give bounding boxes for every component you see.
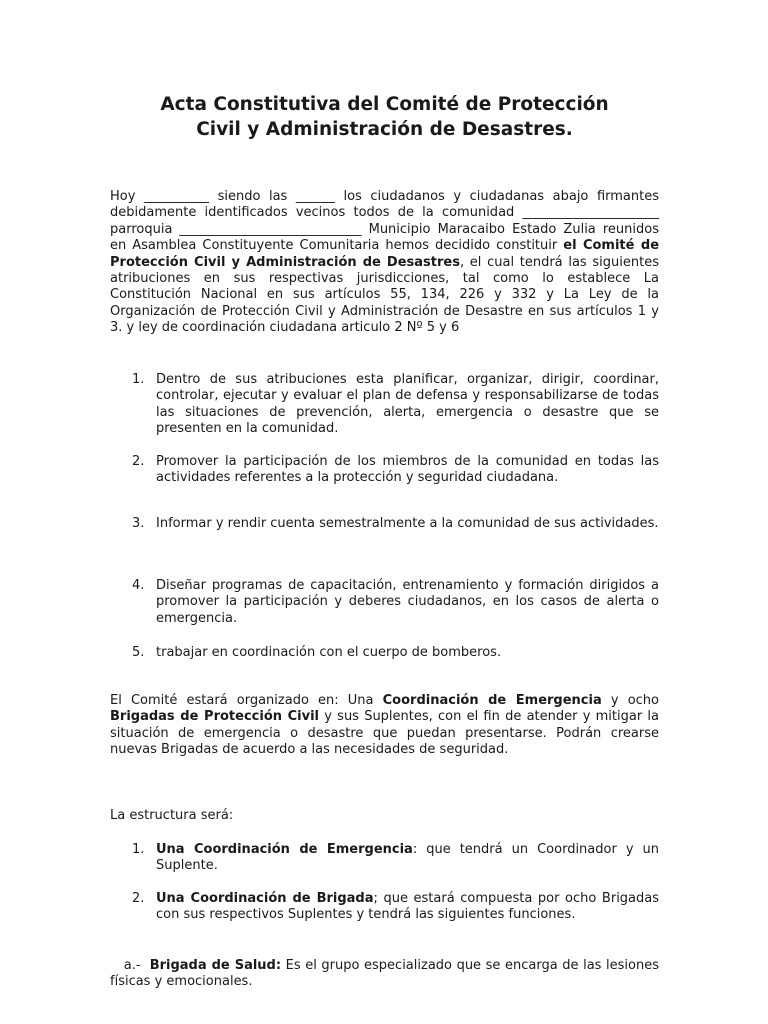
org-coordination-bold: Coordinación de Emergencia bbox=[382, 693, 602, 708]
list-text: Informar y rendir cuenta semestralmente a la comunidad de sus actividades. bbox=[156, 516, 659, 531]
list-text: trabajar en coordinación con el cuerpo de bomberos. bbox=[156, 645, 502, 660]
structure-item-2-text: ; que estará compuesta por ocho Brigadas con sus respectivos Suplentes y tendrá las siguientes funciones. bbox=[156, 891, 660, 923]
list-number: 2. bbox=[132, 454, 145, 469]
org-text-a: El Comité estará organizado en: Una bbox=[110, 693, 383, 708]
attribution-item-1 bbox=[110, 372, 659, 438]
list-text: Diseñar programas de capacitación, entrenamiento y formación dirigidos a promover la participación y deberes ciudadanos, en los casos de alerta o emergencia. bbox=[156, 578, 659, 626]
structure-item-1 bbox=[110, 842, 659, 875]
list-number: 4. bbox=[132, 578, 145, 593]
structure-heading: La estructura será: bbox=[110, 808, 234, 823]
list-number: 3. bbox=[132, 516, 145, 531]
list-text bbox=[156, 891, 659, 924]
title-line-1: Acta Constitutiva del Comité de Protección bbox=[160, 94, 609, 115]
org-text-c: y ocho bbox=[601, 693, 659, 708]
list-number: 1. bbox=[132, 372, 145, 387]
brigade-text: Es el grupo especializado que se encarga de las lesiones físicas y emocionales. bbox=[110, 958, 664, 990]
attribution-item-5 bbox=[110, 645, 659, 661]
organization-paragraph bbox=[110, 693, 659, 759]
org-brigades-bold: Brigadas de Protección Civil bbox=[110, 709, 320, 725]
brigade-prefix: a.- bbox=[110, 958, 150, 973]
attribution-item-2 bbox=[110, 454, 659, 487]
list-number: 2. bbox=[132, 891, 145, 906]
structure-item-2-bold: Una Coordinación de Brigada bbox=[156, 891, 374, 906]
structure-item-2 bbox=[110, 891, 659, 924]
list-text bbox=[156, 842, 659, 875]
title-line-2: Civil y Administración de Desastres. bbox=[196, 119, 573, 140]
attribution-item-3 bbox=[110, 516, 659, 532]
list-number: 1. bbox=[132, 842, 145, 857]
document-title bbox=[110, 92, 659, 142]
list-text: Promover la participación de los miembros de la comunidad en todas las actividades referentes a la protección y seguridad ciudadana. bbox=[156, 454, 659, 486]
list-text: Dentro de sus atribuciones esta planificar, organizar, dirigir, coordinar, controlar, ejecutar y evaluar el plan de defensa y responsabilizarse de todas las situaciones de prevención, alerta, emergencia o desastre que se presenten en la comunidad. bbox=[156, 372, 659, 437]
attribution-item-4 bbox=[110, 578, 659, 627]
structure-item-1-bold: Una Coordinación de Emergencia bbox=[156, 842, 413, 857]
intro-text-c: , el cual tendrá las siguientes atribuciones en sus respectivas jurisdicciones, tal como lo establece La Constitución Nacional en sus artículos 55, 134, 226 y 332 y La Ley de la Organización de Protección Civil y Administración de Desastre en sus artículos 1 y 3. y ley de coordinación ciudadana articulo 2 Nº 5 y 6 bbox=[110, 254, 659, 336]
intro-committee-name: el Comité de Protección Civil y Administración de Desastres bbox=[110, 238, 660, 270]
org-text-e: y sus Suplentes, con el fin de atender y mitigar la situación de emergencia o desastre que puedan presentarse. Podrán crearse nuevas Brigadas de acuerdo a las necesidades de seguridad. bbox=[110, 709, 659, 758]
structure-item-1-text: : que tendrá un Coordinador y un Suplente. bbox=[156, 842, 659, 874]
intro-paragraph bbox=[110, 189, 659, 337]
brigade-paragraph bbox=[110, 958, 664, 991]
brigade-name: Brigada de Salud: bbox=[149, 958, 282, 973]
intro-text-a: Hoy __________ siendo las ______ los ciudadanos y ciudadanas abajo firmantes debidamente identificados vecinos todos de la comunidad _____________________ parroquia ____________________________ Municipio Maracaibo Estado Zulia reunidos en Asamblea Constituyente Comunitaria hemos decidido constituir bbox=[110, 189, 659, 254]
list-number: 5. bbox=[132, 645, 145, 660]
